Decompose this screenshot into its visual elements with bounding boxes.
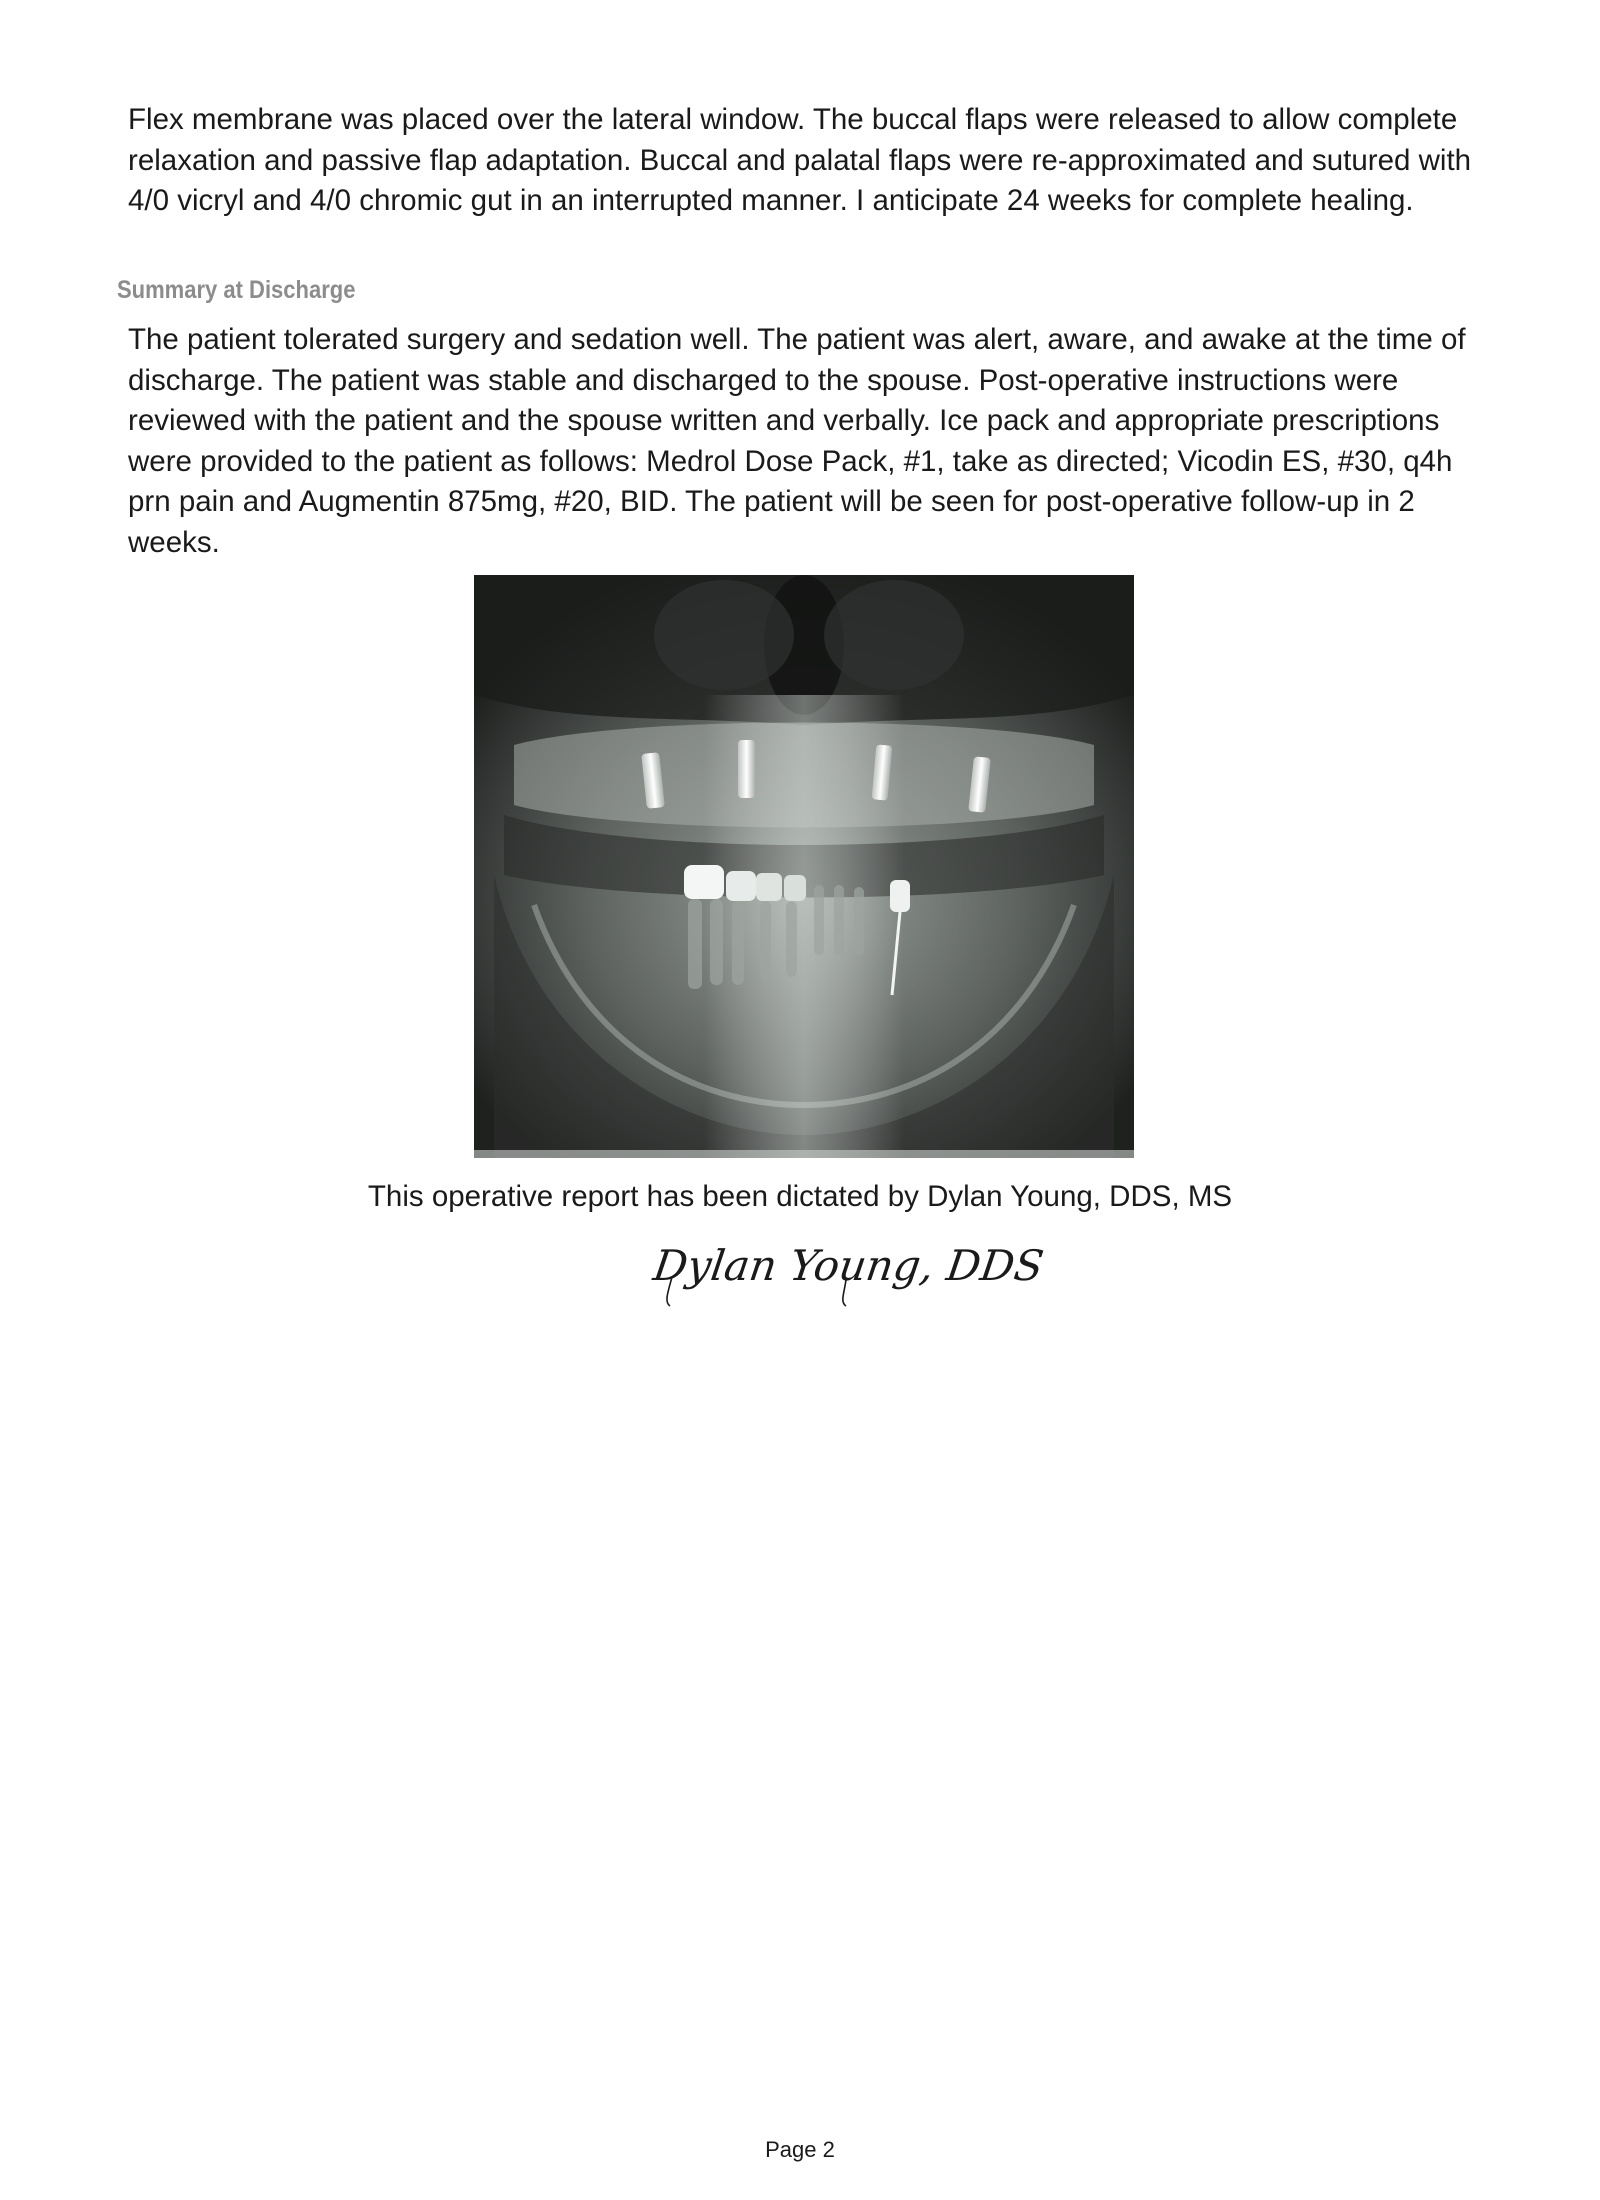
- page-number: Page 2: [765, 2137, 835, 2162]
- section-heading-summary-at-discharge: Summary at Discharge: [117, 276, 356, 304]
- report-paragraph-closure: Flex membrane was placed over the lateral window. The buccal flaps were released to allow complete relaxation and passive flap adaptation. Buccal and palatal flaps were re-approximated and sutured with 4/0 vicryl and 4/0 chromic gut in an interrupted manner. I anticipate 24 weeks for complete healing.: [128, 103, 1472, 217]
- signature-text: Dylan Young, DDS: [650, 1241, 1047, 1290]
- panoramic-xray-image: [474, 575, 1134, 1158]
- dictated-by-statement: This operative report has been dictated by Dylan Young, DDS, MS: [367, 1180, 1233, 1213]
- report-paragraph-discharge-summary: The patient tolerated surgery and sedation well. The patient was alert, aware, and awake at the time of discharge. The patient was stable and discharged to the spouse. Post-operative instructions were reviewed with the patient and the spouse written and verbally. Ice pack and appropriate prescriptions were provided to the patient as follows: Medrol Dose Pack, #1, take as directed; Vicodin ES, #30, q4h prn pain and Augmentin 875mg, #20, BID. The patient will be seen for post-operative follow-up in 2 weeks.: [128, 323, 1466, 559]
- signature-image: [650, 1222, 1047, 1312]
